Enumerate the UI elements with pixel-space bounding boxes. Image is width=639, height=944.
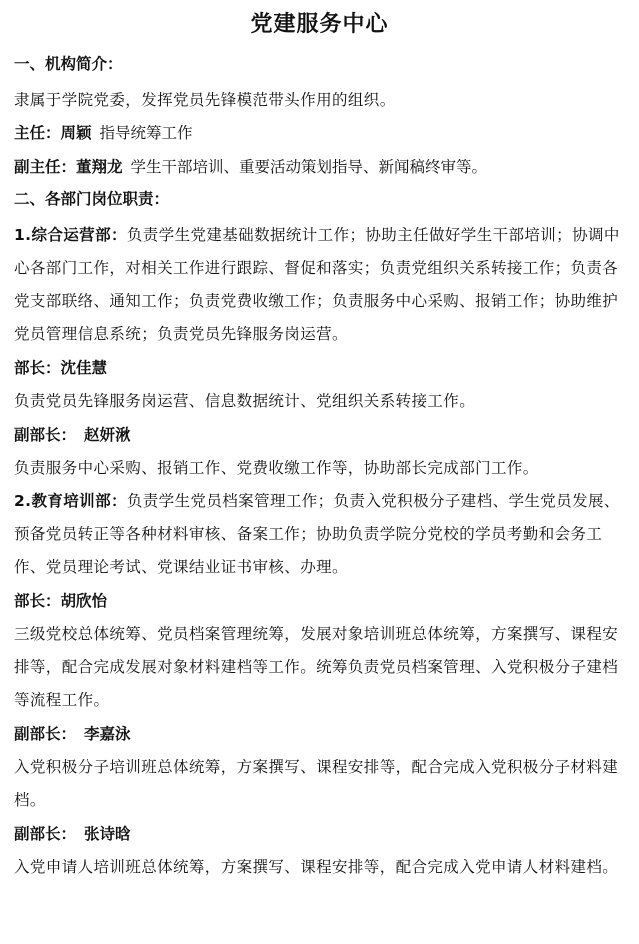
dept1-label: 1.综合运营部： <box>14 226 127 244</box>
dept2-deputy2-label: 副部长： <box>14 825 77 843</box>
dept1-head-label: 部长： <box>14 359 61 377</box>
dept2-deputy2-duty: 入党申请人培训班总体统筹，方案撰写、课程安排等，配合完成入党申请人材料建档。 <box>14 858 619 876</box>
dept2-label: 2.教育培训部： <box>14 492 127 510</box>
director-label: 主任： <box>14 124 61 142</box>
dept2-head-label: 部长： <box>14 592 61 610</box>
director-name: 周颖 <box>60 124 92 142</box>
dept1-head-name: 沈佳慧 <box>60 359 108 377</box>
dept1-head-line <box>14 355 625 381</box>
dept2-head-duty: 三级党校总体统筹、党员档案管理统筹，发展对象培训班总体统筹，方案撰写、课程安排等，配合完成发展对象材料建档等工作。统筹负责党员档案管理、入党积极分子建档等流程工作。 <box>14 625 619 709</box>
dept2-deputy1-label: 副部长： <box>14 725 77 743</box>
deputy-director-name: 董翔龙 <box>76 158 123 176</box>
dept1-deputy-name: 赵妍湫 <box>84 426 131 444</box>
director-duty: 指导统筹工作 <box>99 124 193 142</box>
dept2-deputy2-line <box>14 821 625 847</box>
dept2-paragraph <box>14 485 625 584</box>
director-line <box>14 119 625 147</box>
dept1-duties: 负责学生党建基础数据统计工作；协助主任做好学生干部培训；协调中心各部门工作，对相关工作进行跟踪、督促和落实；负责党组织关系转接工作；负责各党支部联络、通知工作；负责党费收缴工作；负责服务中心采购、报销工作；协助维护党员管理信息系统；负责党员先锋服务岗运营。 <box>14 226 620 343</box>
dept2-deputy1-name: 李嘉泳 <box>84 725 131 743</box>
section-heading-duties: 二、各部门岗位职责： <box>14 190 170 208</box>
dept2-head-line <box>14 588 625 614</box>
deputy-director-line <box>14 153 625 181</box>
document-title: 党建服务中心 <box>250 12 389 37</box>
dept1-deputy-label: 副部长： <box>14 426 77 444</box>
section-heading-intro: 一、机构简介： <box>14 55 123 73</box>
dept2-deputy1-duty: 入党积极分子培训班总体统筹，方案撰写、课程安排等，配合完成入党积极分子材料建档。 <box>14 758 619 809</box>
dept1-deputy-duty: 负责服务中心采购、报销工作、党费收缴工作等，协助部长完成部门工作。 <box>14 459 539 477</box>
dept2-duties: 负责学生党员档案管理工作；负责入党积极分子建档、学生党员发展、预备党员转正等各种材料审核、备案工作；协助负责学院分党校的学员考勤和会务工作、党员理论考试、党课结业证书审核、办理。 <box>14 492 620 576</box>
dept2-deputy1-line <box>14 721 625 747</box>
intro-paragraph: 隶属于学院党委，发挥党员先锋模范带头作用的组织。 <box>14 91 396 109</box>
dept1-paragraph <box>14 219 625 351</box>
dept2-deputy2-name: 张诗晗 <box>84 825 131 843</box>
deputy-director-label: 副主任： <box>14 158 77 176</box>
dept1-head-duty: 负责党员先锋服务岗运营、信息数据统计、党组织关系转接工作。 <box>14 392 476 410</box>
deputy-director-duty: 学生干部培训、重要活动策划指导、新闻稿终审等。 <box>130 158 488 176</box>
dept1-deputy-line <box>14 422 625 448</box>
dept2-head-name: 胡欣怡 <box>60 592 108 610</box>
